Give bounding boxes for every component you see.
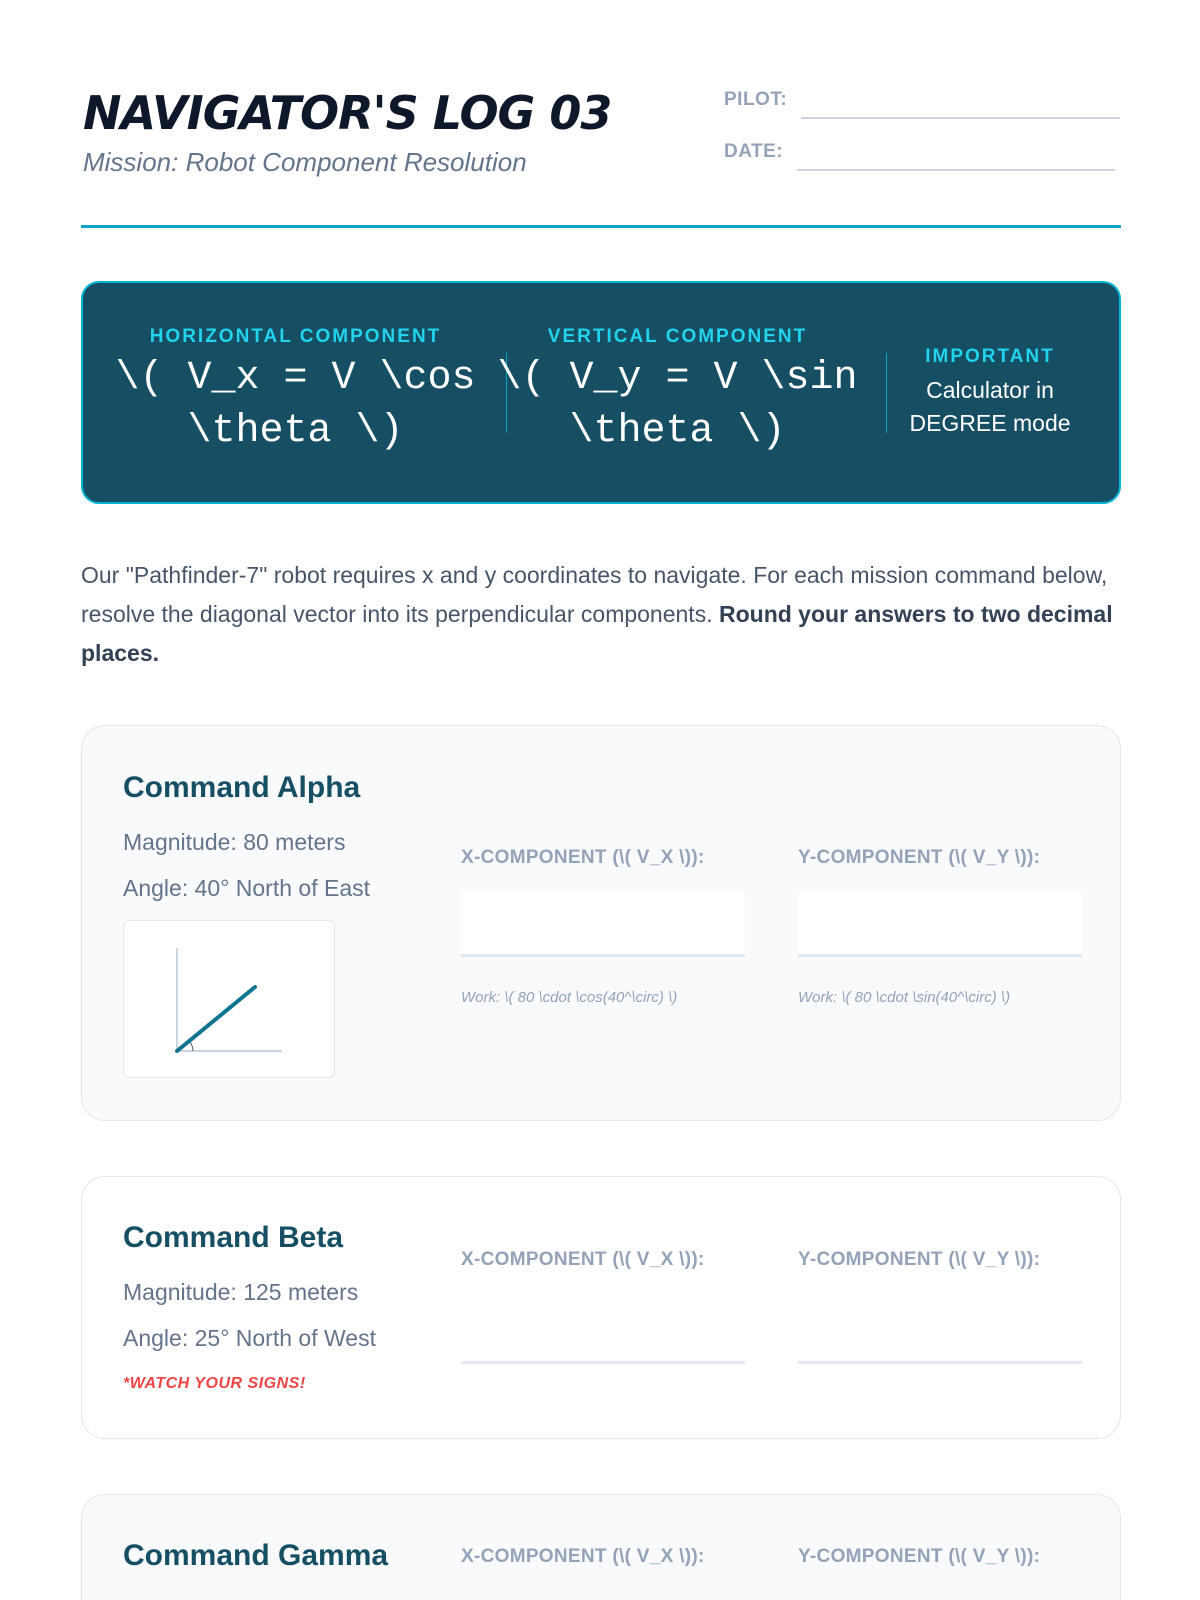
command-card-gamma xyxy=(81,1494,1121,1600)
vector-arrow xyxy=(177,987,255,1051)
y-component-answer-field[interactable] xyxy=(798,1298,1082,1364)
command-title: Command Alpha xyxy=(123,771,361,804)
command-angle: Angle: 25° North of West xyxy=(123,1325,376,1351)
x-component-answer-field[interactable] xyxy=(461,891,745,957)
intro-text: Our "Pathfinder-7" robot requires x and y coordinates to navigate. For each mission command below, resolve the diagonal vector into its perpendicular components. xyxy=(81,562,1108,627)
x-component-work: Work: \( 80 \cdot \cos(40^\circ) \) xyxy=(461,989,678,1006)
angle-arc xyxy=(190,1042,193,1051)
y-component-label: Y-COMPONENT (\( V_Y \)): xyxy=(798,847,1041,868)
page-header xyxy=(81,78,1121,228)
command-title: Command Gamma xyxy=(123,1539,389,1572)
page-subtitle: Mission: Robot Component Resolution xyxy=(83,147,527,177)
vertical-formula-label: VERTICAL COMPONENT xyxy=(547,326,808,347)
x-component-label: X-COMPONENT (\( V_X \)): xyxy=(461,1249,705,1270)
pilot-field[interactable] xyxy=(801,117,1120,119)
important-note xyxy=(880,283,1100,502)
y-component-label: Y-COMPONENT (\( V_Y \)): xyxy=(798,1249,1041,1270)
important-line-1: Calculator in xyxy=(926,377,1054,403)
vertical-formula-line-2: \theta \) xyxy=(569,409,786,454)
command-magnitude: Magnitude: 125 meters xyxy=(123,1279,359,1305)
vertical-formula-line-1: \( V_y = V \sin xyxy=(497,356,858,401)
important-text xyxy=(880,374,1100,440)
vertical-formula-expression xyxy=(495,352,860,458)
y-component-label: Y-COMPONENT (\( V_Y \)): xyxy=(798,1546,1041,1567)
important-line-2: DEGREE mode xyxy=(909,410,1071,436)
horizontal-formula xyxy=(113,283,478,502)
vector-diagram xyxy=(123,920,335,1078)
command-card-beta xyxy=(81,1176,1121,1439)
horizontal-formula-expression xyxy=(113,352,478,458)
date-field[interactable] xyxy=(797,169,1115,171)
x-component-answer-field[interactable] xyxy=(461,1298,745,1364)
y-component-answer-field[interactable] xyxy=(798,891,1082,957)
formula-panel xyxy=(81,281,1121,504)
page-title: NAVIGATOR'S LOG 03 xyxy=(83,86,612,140)
x-component-label: X-COMPONENT (\( V_X \)): xyxy=(461,1546,705,1567)
command-title: Command Beta xyxy=(123,1221,344,1254)
command-magnitude: Magnitude: 80 meters xyxy=(123,829,346,855)
horizontal-formula-line-2: \theta \) xyxy=(187,409,404,454)
intro-emphasis: Round your answers to two decimal places. xyxy=(81,601,1113,666)
pilot-label: PILOT: xyxy=(724,89,788,110)
warning-note: *WATCH YOUR SIGNS! xyxy=(123,1375,306,1392)
important-label: IMPORTANT xyxy=(925,346,1055,367)
y-component-work: Work: \( 80 \cdot \sin(40^\circ) \) xyxy=(798,989,1011,1006)
horizontal-formula-line-1: \( V_x = V \cos xyxy=(115,356,476,401)
horizontal-formula-label: HORIZONTAL COMPONENT xyxy=(149,326,442,347)
command-card-alpha xyxy=(81,725,1121,1121)
command-angle: Angle: 40° North of East xyxy=(123,875,371,901)
x-component-label: X-COMPONENT (\( V_X \)): xyxy=(461,847,705,868)
intro-paragraph xyxy=(81,556,1121,673)
vertical-formula xyxy=(495,283,860,502)
vector-diagram-svg xyxy=(124,921,336,1079)
date-label: DATE: xyxy=(724,141,784,162)
